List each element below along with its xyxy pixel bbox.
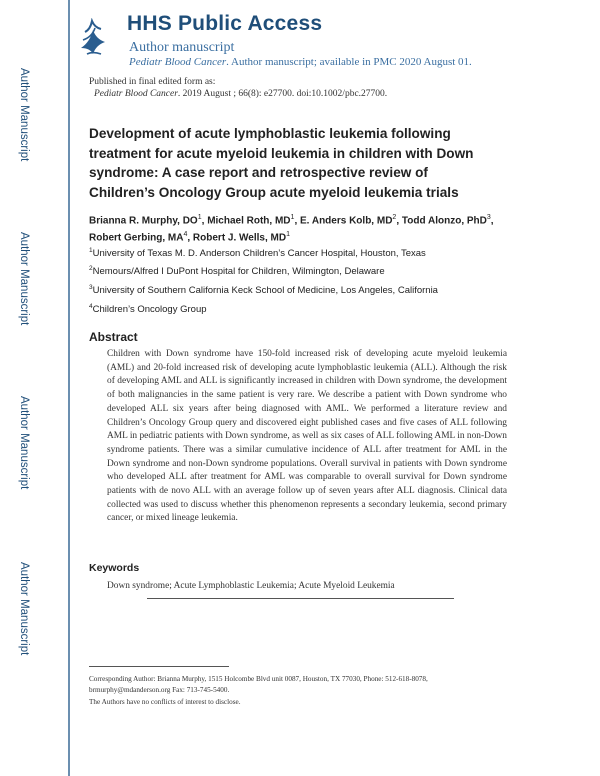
author-name: Michael Roth, MD <box>207 215 291 227</box>
affiliation-number: 1 <box>89 247 93 254</box>
author-name: E. Anders Kolb, MD <box>300 215 393 227</box>
author-separator: , <box>294 215 300 227</box>
journal-name: Pediatr Blood Cancer <box>129 56 227 68</box>
author-name: Robert Gerbing, MA <box>89 232 184 244</box>
side-label: Author Manuscript <box>18 232 30 326</box>
author-name: Robert J. Wells, MD <box>192 232 287 244</box>
author-separator: , <box>187 232 193 244</box>
author-affiliation-number: 2 <box>392 214 397 221</box>
affiliation-number: 3 <box>89 284 93 291</box>
citation-text: . 2019 August ; 66(8): e27700. doi:10.1002/pbc.27700. <box>177 89 388 99</box>
author-affiliation-number: 1 <box>286 231 290 239</box>
availability-line <box>129 56 472 68</box>
manuscript-label: Author manuscript <box>129 40 235 55</box>
side-label: Author Manuscript <box>18 396 30 490</box>
side-label: Author Manuscript <box>18 562 30 656</box>
abstract-text: Children with Down syndrome have 150-fold increased risk of developing acute myeloid leukemia (AML) and 20-fold increased risk of developing acute lymphoblastic leukemia (ALL). Although the risk of developing AML and ALL is significantly increased in children with Down syndrome, the development of both malignancies in the same patient is very rare. We describe a patient with Down syndrome who developed ALL six years after being diagnosed with AML. We performed a literature review and Children’s Oncology Group query and discovered eight published cases and five cases of ALL following AML in pediatric patients with Down syndrome, as well as six cases of ALL following AML in non-Down syndrome patients. There was a similar cumulative incidence of ALL after treatment for AML in the Down syndrome and non-Down syndrome populations. Overall survival in patients with Down syndrome who developed ALL after treatment for AML was comparable to overall survival for Down syndrome patients with de novo ALL with an average follow up of seven years after ALL diagnosis. Clinical data collected was used to discuss whether this phenomenon represents a secondary leukemia, second primary cancer, or mixed lineage leukemia. <box>107 349 507 524</box>
author-affiliation-number: 4 <box>183 231 188 239</box>
affiliation-number: 2 <box>89 265 93 272</box>
affiliation <box>89 303 207 315</box>
hhs-title: HHS Public Access <box>127 12 323 35</box>
author-separator: , <box>396 215 402 227</box>
affiliation-text: Children’s Oncology Group <box>92 304 207 316</box>
footnote-divider <box>89 666 229 667</box>
author-affiliation-number: 1 <box>197 214 202 221</box>
published-note: Published in final edited form as: <box>89 77 216 87</box>
abstract-heading: Abstract <box>89 330 138 344</box>
author-name: Todd Alonzo, PhD <box>401 215 487 227</box>
keywords-heading: Keywords <box>89 562 140 574</box>
author-list <box>89 211 509 246</box>
author-name: Brianna R. Murphy, DO <box>89 215 198 227</box>
author-affiliation-number: 1 <box>290 214 295 221</box>
keywords-text: Down syndrome; Acute Lymphoblastic Leukemia; Acute Myeloid Leukemia <box>107 581 395 591</box>
availability-text: . Author manuscript; available in PMC 2020 August 01. <box>226 56 472 68</box>
section-divider <box>147 598 454 599</box>
corresponding-author-note: Corresponding Author: Brianna Murphy, 1515 Holcombe Blvd unit 0087, Houston, TX 77030, Phone: 512-618-8078, brmurphy@mdanderson.org Fax: 713-745-5400. <box>89 675 428 694</box>
margin-rule <box>68 0 70 776</box>
citation-line <box>94 89 387 99</box>
side-label: Author Manuscript <box>18 68 30 162</box>
conflict-note: The Authors have no conflicts of interest to disclose. <box>89 698 241 706</box>
affiliation <box>89 284 438 296</box>
citation-journal: Pediatr Blood Cancer <box>94 89 178 99</box>
affiliation <box>89 265 385 277</box>
author-affiliation-number: 3 <box>486 214 491 221</box>
affiliation <box>89 247 426 259</box>
author-separator: , <box>201 215 208 227</box>
paper-title: Development of acute lymphoblastic leukemia following treatment for acute myeloid leukemia in children with Down syndrome: A case report and retrospective review of Children’s Oncology Group acute myeloid leukemia trials <box>89 126 474 201</box>
affiliation-text: University of Southern California Keck School of Medicine, Los Angeles, California <box>92 285 438 297</box>
hhs-eagle-logo-icon <box>77 18 109 60</box>
author-separator: , <box>490 215 494 227</box>
affiliation-text: University of Texas M. D. Anderson Children’s Cancer Hospital, Houston, Texas <box>92 248 426 260</box>
affiliation-text: Nemours/Alfred I DuPont Hospital for Children, Wilmington, Delaware <box>92 266 385 278</box>
affiliation-number: 4 <box>89 303 93 310</box>
